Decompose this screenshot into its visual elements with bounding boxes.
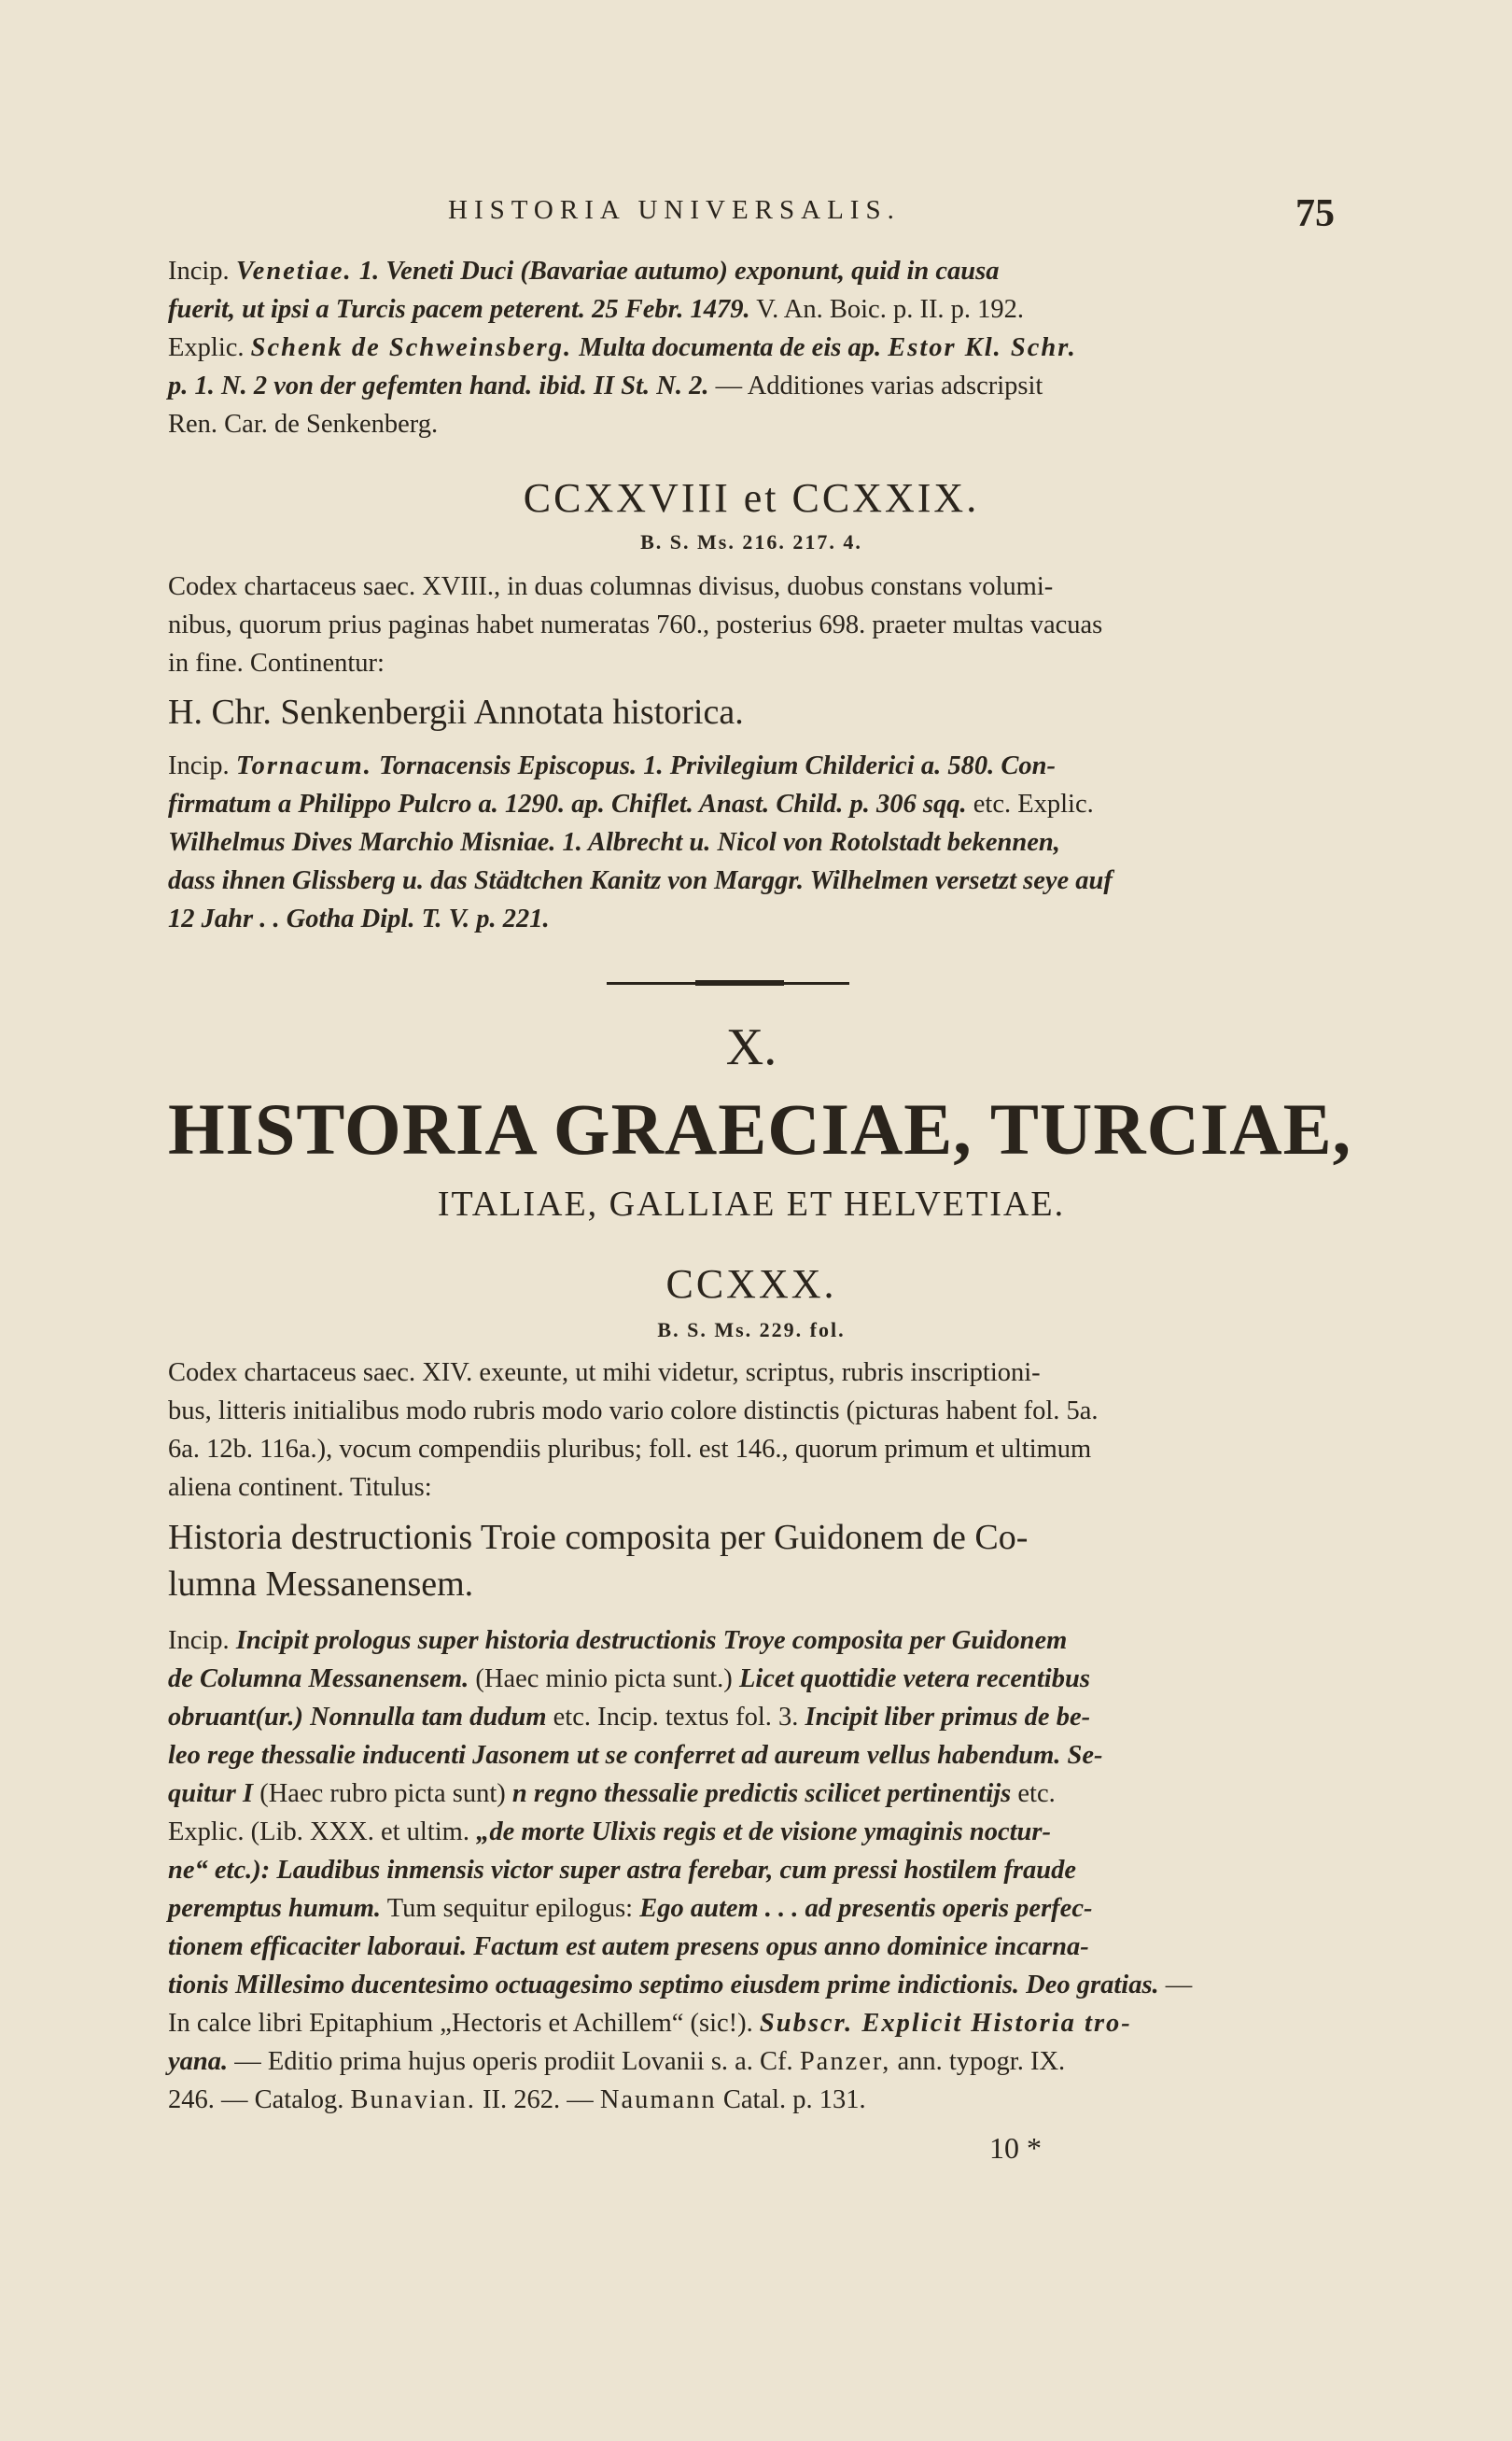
note-text: ann. typogr. IX. (897, 2047, 1066, 2076)
text-line (168, 367, 1335, 405)
text-line (168, 1698, 1335, 1736)
author-name: Naumann (599, 2085, 717, 2114)
epilogue-text: tionem efficaciter laboraui. Factum est autem presens opus anno dominice incarna- (168, 1932, 1089, 1961)
section-heading (168, 1017, 1335, 1077)
codex-heading (168, 1260, 1335, 1308)
text-line (168, 747, 1335, 785)
note-text: (Haec rubro picta sunt) (259, 1779, 506, 1808)
incip-text: de Columna Messanensem. (168, 1664, 469, 1693)
epilogue-text: tionis Millesimo ducentesimo octuagesimo septimo eiusdem prime indictionis. Deo gratias. (168, 1971, 1159, 1999)
incip-text: obruant(ur.) (168, 1703, 303, 1732)
explic-text: 12 Jahr . . Gotha Dipl. T. V. p. 221. (168, 905, 550, 933)
incip-word: Tornacum. (235, 751, 372, 780)
explic-text: Laudibus inmensis victor super astra ferebar, cum pressi hostilem fraude (276, 1856, 1076, 1885)
page-header (168, 191, 1335, 238)
subscript-text: yana. (168, 2047, 229, 2076)
shelfmark: B. S. Ms. 229. fol. (657, 1318, 846, 1341)
codex-shelfmark-wrap (168, 530, 1335, 554)
explic-label: etc. Explic. (973, 790, 1094, 819)
text-line (168, 2004, 1335, 2042)
text-line (168, 1775, 1335, 1813)
work-title-text: lumna Messanensem. (168, 1564, 474, 1604)
codex-number: CCXXX. (665, 1261, 837, 1307)
reference-text: V. An. Boic. p. II. p. 192. (756, 295, 1025, 324)
explic-text: dass ihnen Glissberg u. das Städtchen Kanitz von Marggr. Wilhelmen versetzt seye auf (168, 866, 1113, 895)
text-line (168, 290, 1335, 329)
note-text: etc. Incip. textus fol. 3. (553, 1703, 799, 1732)
shelfmark: B. S. Ms. 216. 217. 4. (640, 530, 862, 554)
incip-text: Tornacensis Episcopus. 1. Privilegium Childerici a. 580. Con- (378, 751, 1056, 780)
incip-label: Incip. (168, 751, 230, 780)
incip-word: Venetiae. (235, 257, 353, 286)
text-line (168, 1851, 1335, 1889)
explic-text: Schenk de Schweinsberg. (250, 333, 573, 362)
incip-text: n regno thessalie predictis scilicet pertinentijs (511, 1779, 1012, 1808)
section-number: X. (725, 1018, 777, 1076)
page-number: 75 (1295, 192, 1335, 235)
explic-text: „de morte Ulixis regis et de visione ymaginis noctur- (476, 1817, 1051, 1846)
text-line: in fine. Continentur: (168, 649, 385, 678)
text-line (168, 2042, 1335, 2081)
incip-label: Incip. (168, 1626, 230, 1655)
section-subtitle: ITALIAE, GALLIAE ET HELVETIAE. (437, 1185, 1066, 1224)
section-title: HISTORIA GRAECIAE, TURCIAE, (168, 1088, 1352, 1170)
text-line (168, 785, 1335, 823)
text-line (168, 1621, 1335, 1660)
text-line (168, 1928, 1335, 1966)
text-line: Ren. Car. de Senkenberg. (168, 410, 439, 439)
codex-shelfmark-wrap (168, 1318, 1335, 1342)
epilogue-text: Ego autem . . . ad presentis operis perfec- (639, 1894, 1093, 1923)
note-text: etc. (1017, 1779, 1056, 1808)
explic-text: peremptus humum. (168, 1894, 382, 1923)
note-text: — Editio prima hujus operis prodiit Lovanii s. a. Cf. (234, 2047, 793, 2076)
text-line (168, 900, 1335, 938)
text-line: Codex chartaceus saec. XVIII., in duas columnas divisus, duobus constans volumi- (168, 572, 1054, 601)
text-line: 6a. 12b. 116a.), vocum compendiis pluribus; foll. est 146., quorum primum et ultimum (168, 1435, 1092, 1464)
subscript-text: Subscr. Explicit Historia tro- (759, 2009, 1132, 2038)
incip-text: 1. Veneti Duci (Bavariae autumo) exponunt, quid in causa (358, 257, 1000, 286)
text-line: Codex chartaceus saec. XIV. exeunte, ut mihi videtur, scriptus, rubris inscriptioni- (168, 1358, 1041, 1387)
text-line (168, 862, 1335, 900)
incip-text: Incipit prologus super historia destructionis Troye composita per Guidonem (235, 1626, 1068, 1655)
note-text: Tum sequitur epilogus: (386, 1894, 634, 1923)
incip-text: leo rege thessalie inducenti Jasonem ut se conferret ad aureum vellus habendum. Se- (168, 1741, 1103, 1770)
explic-text: Estor Kl. Schr. (888, 333, 1077, 362)
codex-heading (168, 474, 1335, 522)
work-title-text: Historia destructionis Troie composita per Guidonem de Co- (168, 1518, 1029, 1557)
incip-text: firmatum a Philippo Pulcro a. 1290. ap. Chiflet. Anast. Child. p. 306 sqq. (168, 790, 967, 819)
text-line (168, 329, 1335, 367)
codex-incipit (168, 747, 1335, 938)
text-line (168, 1660, 1335, 1698)
incip-text: fuerit, ut ipsi a Turcis pacem peterent. 25 Febr. 1479. (168, 295, 750, 324)
note-text: Catal. p. 131. (722, 2085, 866, 2114)
work-title-text: H. Chr. Senkenbergii Annotata historica. (168, 693, 744, 732)
incip-text: Incipit liber primus de be- (805, 1703, 1091, 1732)
note-text: II. 262. — (483, 2085, 594, 2114)
reference-text: p. 1. N. 2 von der gefemten hand. ibid. II St. N. 2. (168, 372, 709, 400)
explic-text: Multa documenta de eis ap. (579, 333, 882, 362)
note-text: — (1165, 1971, 1193, 1999)
text-line (168, 2081, 1335, 2119)
signature-mark: 10 * (989, 2131, 1042, 2165)
work-title (168, 1514, 1335, 1607)
note-text: (Haec minio picta sunt.) (475, 1664, 733, 1693)
work-title (168, 689, 1335, 736)
explic-text: Wilhelmus Dives Marchio Misniae. 1. Albrecht u. Nicol von Rotolstadt bekennen, (168, 828, 1060, 857)
codex-incipit (168, 1621, 1335, 2119)
text-line (168, 1813, 1335, 1851)
section-subtitle-wrap (168, 1184, 1335, 1225)
incip-text: Nonnulla tam dudum (310, 1703, 547, 1732)
explic-label: Explic. (Lib. XXX. et ultim. (168, 1817, 469, 1846)
note-text: — Additiones varias adscripsit (715, 372, 1043, 400)
incip-label: Incip. (168, 257, 230, 286)
codex-description (168, 568, 1335, 682)
text-line (168, 1966, 1335, 2004)
codex-description (168, 1354, 1335, 1507)
author-name: Bunavian. (350, 2085, 476, 2114)
text-line: nibus, quorum prius paginas habet numeratas 760., posterius 698. praeter multas vacuas (168, 610, 1103, 639)
author-name: Panzer, (799, 2047, 891, 2076)
explic-text: ne“ etc.): (168, 1856, 271, 1885)
text-line (168, 1736, 1335, 1775)
note-text: In calce libri Epitaphium „Hectoris et Achillem“ (sic!). (168, 2009, 753, 2038)
running-head: HISTORIA UNIVERSALIS. (448, 195, 901, 225)
entry-continuation (168, 252, 1335, 443)
text-line: aliena continent. Titulus: (168, 1473, 432, 1502)
section-title-wrap (168, 1087, 1352, 1171)
text-line: bus, litteris initialibus modo rubris modo vario colore distinctis (picturas habent fol. 5a. (168, 1396, 1099, 1425)
codex-number: CCXXVIII et CCXXIX. (523, 475, 980, 521)
text-line (168, 1889, 1335, 1928)
note-text: 246. — Catalog. (168, 2085, 344, 2114)
text-line (168, 823, 1335, 862)
incip-text: quitur I (168, 1779, 254, 1808)
text-line (168, 252, 1335, 290)
section-divider-center (695, 980, 784, 986)
explic-label: Explic. (168, 333, 245, 362)
incip-text: Licet quottidie vetera recentibus (738, 1664, 1090, 1693)
